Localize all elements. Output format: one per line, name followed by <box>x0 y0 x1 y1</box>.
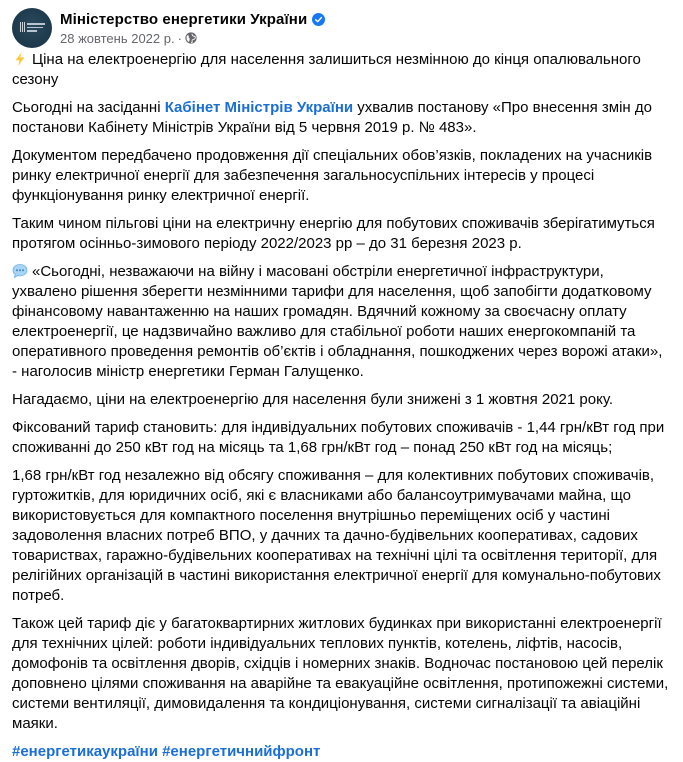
post-date-link[interactable]: 28 жовтень 2022 р. <box>60 30 175 46</box>
globe-icon[interactable] <box>185 32 197 44</box>
ministry-logo-text-lines <box>27 23 45 34</box>
paragraph-apartment-buildings: Також цей тариф діє у багатоквартирних житлових будинках при використанні електроенергії для технічних цілей: роботи індивідуальних теплових пунктів, котелень, ліфтів, насосів, домофонів та освітлення дворів, східців і номерних знаків. Водночас постановою цей перелік доповнено цілями споживання на аварійне та евакуаційне освітлення, протипожежні системи, системи вентиляції, димовидалення та кондиціонування, системи сигналізації та авіаційні маяки. <box>12 615 669 732</box>
paragraph-cabinet <box>12 98 671 138</box>
paragraph-collective-consumers: 1,68 грн/кВт год незалежно від обсягу споживання – для колективних побутових споживачів, гуртожитків, для юридичних осіб, які є власниками або балансоутримувачами майна, що використовується для компактного поселення внутрішньо переміщених осіб у частині задоволення власних потреб ВПО, у дачних та дачно-будівельних кооперативах, садових товариствах, гаражно-будівельних кооперативах на технічні цілі та освітлення території, для релігійних організацій в частині використання електричної енергії для комунально-побутових потреб. <box>12 467 661 604</box>
author-row <box>60 9 325 29</box>
headline-text: Ціна на електроенергію для населення залишиться незмінною до кінця опалювального сезону <box>12 51 641 88</box>
paragraph-text-before-link: Сьогодні на засіданні <box>12 99 165 116</box>
speech-bubble-emoji-icon <box>12 263 28 279</box>
cabinet-of-ministers-link[interactable]: Кабінет Міністрів України <box>164 99 354 116</box>
quote-text: «Сьогодні, незважаючи на війну і масовані обстріли енергетичної інфраструктури, ухвалено рішення зберегти незмінними тарифи для населення, щоб запобігти додатковому фінансовому навантаженню на наших громадян. Вдячний кожному за своєчасну оплату електроенергії, це надзвичайно важливо для стабільної роботи наших енергокомпаній та оперативного проведення ремонтів об’єктів і обладнання, пошкоджених через ворожі атаки», - наголосив міністр енергетики Герман Галущенко. <box>12 263 663 380</box>
lightning-emoji-icon <box>12 51 28 67</box>
page-name-link[interactable]: Міністерство енергетики України <box>60 10 308 28</box>
meta-separator: · <box>177 30 182 46</box>
paragraph-minister-quote <box>12 262 671 382</box>
paragraph-fixed-tariff: Фіксований тариф становить: для індивідуальних побутових споживачів - 1,44 грн/кВт год при споживанні до 250 кВт год на місяць та 1,68 грн/кВт год – понад 250 кВт год на місяць; <box>12 419 665 456</box>
hashtags <box>12 742 671 762</box>
date-row <box>60 29 325 47</box>
paragraph-document: Документом передбачено продовження дії спеціальних обов’язків, покладених на учасників ринку електричної енергії для забезпечення загальносуспільних інтересів у процесі функціонування ринку електричної енергії. <box>12 147 653 204</box>
ministry-logo-icon <box>20 22 25 32</box>
hashtag-link[interactable]: #енергетичнийфронт <box>162 743 321 760</box>
verified-badge-icon <box>312 13 325 26</box>
hashtag-link[interactable]: #енергетикаукраїни <box>12 743 158 760</box>
paragraph-reminder: Нагадаємо, ціни на електроенергію для населення були знижені з 1 жовтня 2021 року. <box>12 391 613 408</box>
paragraph-text-after-link: ухвалив постанову «Про внесення змін до постанови Кабінету Міністрів України від 5 червня 2019 р. № 483». <box>12 99 652 136</box>
post-meta <box>60 8 325 47</box>
page-avatar[interactable] <box>12 8 52 48</box>
post-header <box>12 0 671 48</box>
post-body <box>12 48 671 762</box>
paragraph-preferential-prices: Таким чином пільгові ціни на електричну енергію для побутових споживачів зберігатимуться протягом осінньо-зимового періоду 2022/2023 рр – до 31 березня 2023 р. <box>12 215 655 252</box>
post-headline <box>12 50 671 90</box>
